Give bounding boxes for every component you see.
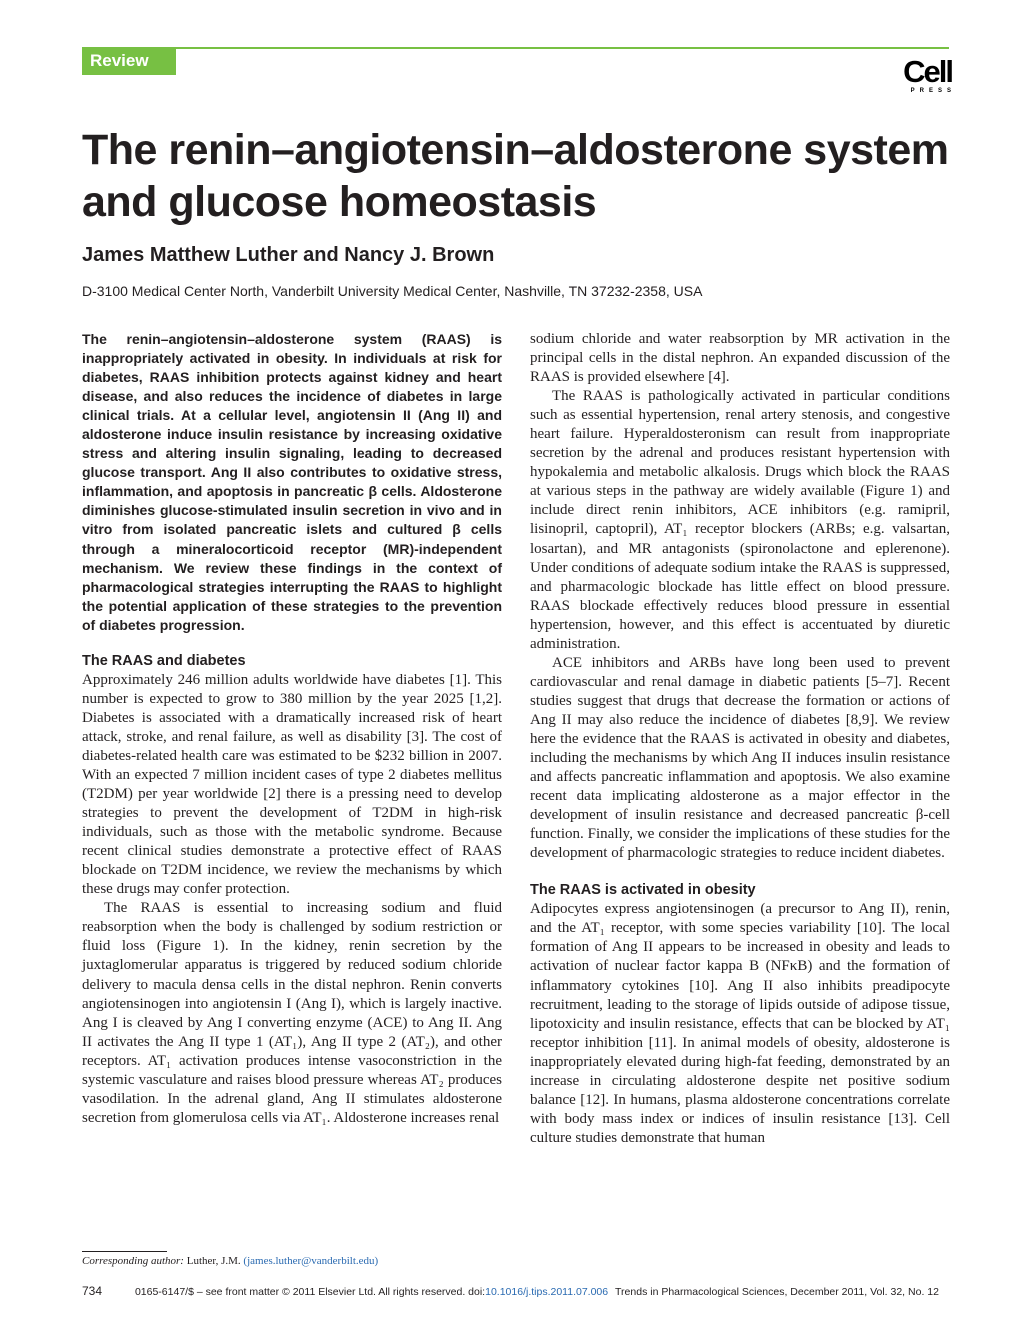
body-paragraph: Adipocytes express angiotensinogen (a precursor to Ang II), renin, and the AT₁ receptor, with some species variability [10]. The local formation of Ang II appears to be increased in obesity and leads to activation of nuclear factor kappa B (NFκB) and the formation of inflammatory cytokines [10]. Ang II also inhibits preadipocyte recruitment, leading to the storage of lipids outside of adipose tissue, lipotoxicity and insulin resistance, effects that can be blocked by AT₁ receptor inhibition [11]. In animal models of obesity, aldosterone is inappropriately elevated during high-fat feeding, demonstrated by an increase in circulating aldosterone despite net positive sodium balance [12]. In humans, plasma aldosterone concentrations correlate with body mass index or indices of insulin resistance [13]. Cell culture studies demonstrate that human — [530, 901, 950, 1146]
logo-sub: PRESS — [910, 88, 956, 94]
logo-word: Cell — [903, 54, 952, 89]
left-column — [82, 330, 502, 1128]
page-number: 734 — [82, 1284, 103, 1298]
article-title: The renin–angiotensin–aldosterone system and glucose homeostasis — [82, 126, 949, 226]
body-paragraph: ACE inhibitors and ARBs have long been used to prevent cardiovascular and renal damage in diabetic patients [5–7]. Recent studies suggest that drugs that decrease the formation or actions of Ang II may also reduce the incidence of diabetes [8,9]. We review here the evidence that the RAAS is activated in obesity and diabetes, including the mechanisms by which Ang II induces insulin resistance and affects pancreatic inflammation and apoptosis. We also examine recent data implicating aldosterone as a major effector in the development of insulin resistance and decreased pancreatic β-cell function. Finally, we consider the implications of these studies for the development of pharmacologic strategies to reduce incident diabetes. — [530, 654, 950, 862]
copyright-line: 0165-6147/$ – see front matter © 2011 Elsevier Ltd. All rights reserved. doi: — [134, 1286, 486, 1298]
page-footer — [82, 1284, 952, 1298]
abstract: The renin–angiotensin–aldosterone system (RAAS) is inappropriately activated in obesity. In individuals at risk for diabetes, RAAS inhibition protects against kidney and heart disease, and also reduces the incidence of diabetes in large clinical trials. At a cellular level, angiotensin II (Ang II) and aldosterone induce insulin resistance by increasing oxidative stress and altering insulin signaling, leading to decreased glucose transport. Ang II also contributes to oxidative stress, inflammation, and apoptosis in pancreatic β cells. Aldosterone diminishes glucose-stimulated insulin secretion in vivo and in vitro from isolated pancreatic islets and cultured β cells through a mineralocorticoid receptor (MR)-independent mechanism. We review these findings in the context of pharmacological strategies interrupting the RAAS to highlight the potential application of these strategies to the prevention of diabetes progression. — [82, 331, 502, 633]
journal-citation: Trends in Pharmacological Sciences, December 2011, Vol. 32, No. 12 — [615, 1286, 939, 1298]
section-heading: The RAAS and diabetes — [82, 652, 246, 669]
section-tab — [82, 47, 176, 75]
cell-press-logo — [890, 54, 956, 96]
affiliation: D-3100 Medical Center North, Vanderbilt University Medical Center, Nashville, TN 37232-2358, USA — [82, 283, 703, 299]
body-paragraph: Approximately 246 million adults worldwide have diabetes [1]. This number is expected to grow to 380 million by the year 2025 [1,2]. Diabetes is associated with a dramatically increased risk of heart attack, stroke, and renal failure, as well as disability [3]. The cost of diabetes-related health care was estimated to be $232 billion in 2007. With an expected 7 million incident cases of type 2 diabetes mellitus (T2DM) per year worldwide [2] there is a pressing need to develop strategies to prevent the development of T2DM in high-risk individuals, such as those with the metabolic syndrome. Because recent clinical studies demonstrate a protective effect of RAAS blockade on T2DM incidence, we review the mechanisms by which these drugs may confer protection. — [82, 671, 502, 898]
author-email-link[interactable]: (james.luther@vanderbilt.edu) — [243, 1255, 379, 1267]
footnote-rule — [82, 1251, 167, 1252]
header-rule — [176, 47, 949, 49]
doi-link[interactable]: 10.1016/j.tips.2011.07.006 — [485, 1286, 609, 1298]
right-column — [530, 330, 950, 1148]
corresponding-author-note — [82, 1255, 378, 1267]
footnote-label: Corresponding author: — [82, 1255, 184, 1267]
section-heading: The RAAS is activated in obesity — [530, 882, 756, 899]
author-list: James Matthew Luther and Nancy J. Brown — [82, 244, 495, 266]
body-paragraph: The RAAS is pathologically activated in particular conditions such as essential hypertension, renal artery stenosis, and congestive heart failure. Hyperaldosteronism can result from inappropriate secretion by the adrenal and produces resistant hypertension with hypokalemia and metabolic alkalosis. Drugs which block the RAAS at various steps in the pathway are widely available (Figure 1) and include direct renin inhibitors, ACE inhibitors (e.g. ramipril, lisinopril, captopril), AT₁ receptor blockers (ARBs; e.g. valsartan, losartan), and MR antagonists (spironolactone and eplerenone). Under conditions of adequate sodium intake the RAAS is suppressed, and pharmacologic blockade has little effect on blood pressure. RAAS blockade effectively reduces blood pressure in essential hypertension, however, and this effect is accentuated by diuretic administration. — [530, 388, 950, 652]
body-paragraph: sodium chloride and water reabsorption by MR activation in the principal cells in the distal nephron. An expanded discussion of the RAAS is provided elsewhere [4]. — [530, 331, 950, 386]
body-paragraph: The RAAS is essential to increasing sodium and fluid reabsorption when the body is challenged by sodium restriction or fluid loss (Figure 1). In the kidney, renin secretion by the juxtaglomerular apparatus is triggered by reduced sodium chloride delivery to macula densa cells in the distal nephron. Renin converts angiotensinogen into angiotensin I (Ang I), which is largely inactive. Ang I is cleaved by Ang I converting enzyme (ACE) to Ang II. Ang II activates the Ang II type 1 (AT₁), Ang II type 2 (AT₂), and other receptors. AT₁ activation produces intense vasoconstriction in the systemic vasculature and raises blood pressure whereas AT₂ produces vasodilation. In the adrenal gland, Ang II stimulates aldosterone secretion from glomerulosa cells via AT₁. Aldosterone increases renal — [82, 900, 502, 1126]
section-label: Review — [90, 51, 149, 70]
footnote-name: Luther, J.M. — [186, 1255, 241, 1267]
